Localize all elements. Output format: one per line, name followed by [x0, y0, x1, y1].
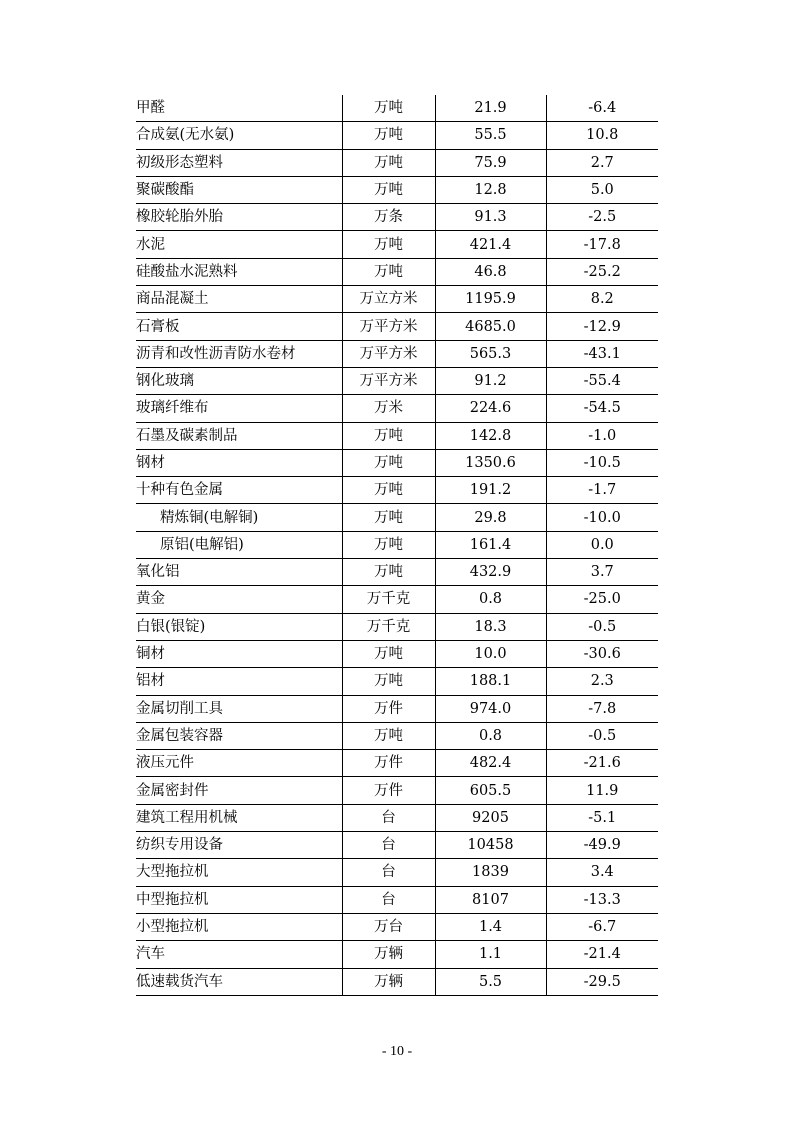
product-name-cell: 十种有色金属 — [136, 477, 342, 504]
value-cell: 55.5 — [435, 122, 546, 149]
value-cell: 565.3 — [435, 340, 546, 367]
change-cell: -25.2 — [546, 258, 658, 285]
product-name-cell: 氧化铝 — [136, 559, 342, 586]
change-cell: -6.7 — [546, 913, 658, 940]
value-cell: 188.1 — [435, 668, 546, 695]
value-cell: 1.1 — [435, 941, 546, 968]
product-name-cell: 精炼铜(电解铜) — [136, 504, 342, 531]
table-row — [136, 968, 658, 995]
change-cell: -13.3 — [546, 886, 658, 913]
product-name-cell: 汽车 — [136, 941, 342, 968]
value-cell: 0.8 — [435, 722, 546, 749]
change-cell: 5.0 — [546, 176, 658, 203]
table-row — [136, 750, 658, 777]
unit-cell: 万条 — [342, 204, 435, 231]
table-row — [136, 832, 658, 859]
value-cell: 482.4 — [435, 750, 546, 777]
unit-cell: 万平方米 — [342, 340, 435, 367]
product-name-cell: 硅酸盐水泥熟料 — [136, 258, 342, 285]
change-cell: -21.6 — [546, 750, 658, 777]
unit-cell: 万吨 — [342, 449, 435, 476]
change-cell: -6.4 — [546, 95, 658, 122]
change-cell: -54.5 — [546, 395, 658, 422]
table-row — [136, 640, 658, 667]
unit-cell: 万千克 — [342, 613, 435, 640]
unit-cell: 台 — [342, 804, 435, 831]
value-cell: 29.8 — [435, 504, 546, 531]
value-cell: 8107 — [435, 886, 546, 913]
table-row — [136, 95, 658, 122]
product-name-cell: 小型拖拉机 — [136, 913, 342, 940]
product-name-cell: 纺织专用设备 — [136, 832, 342, 859]
unit-cell: 台 — [342, 886, 435, 913]
unit-cell: 万米 — [342, 395, 435, 422]
value-cell: 161.4 — [435, 531, 546, 558]
product-name-cell: 铝材 — [136, 668, 342, 695]
table-row — [136, 286, 658, 313]
table-row — [136, 449, 658, 476]
value-cell: 224.6 — [435, 395, 546, 422]
table-row — [136, 395, 658, 422]
table-row — [136, 613, 658, 640]
value-cell: 1195.9 — [435, 286, 546, 313]
change-cell: -7.8 — [546, 695, 658, 722]
change-cell: -43.1 — [546, 340, 658, 367]
change-cell: 0.0 — [546, 531, 658, 558]
unit-cell: 万千克 — [342, 586, 435, 613]
product-name-cell: 大型拖拉机 — [136, 859, 342, 886]
change-cell: -17.8 — [546, 231, 658, 258]
unit-cell: 万平方米 — [342, 313, 435, 340]
table-row — [136, 231, 658, 258]
unit-cell: 万吨 — [342, 231, 435, 258]
value-cell: 1.4 — [435, 913, 546, 940]
value-cell: 0.8 — [435, 586, 546, 613]
table-row — [136, 504, 658, 531]
unit-cell: 万平方米 — [342, 367, 435, 394]
product-name-cell: 初级形态塑料 — [136, 149, 342, 176]
table-row — [136, 559, 658, 586]
table-row — [136, 886, 658, 913]
value-cell: 21.9 — [435, 95, 546, 122]
unit-cell: 万立方米 — [342, 286, 435, 313]
value-cell: 1839 — [435, 859, 546, 886]
change-cell: -1.7 — [546, 477, 658, 504]
value-cell: 10458 — [435, 832, 546, 859]
unit-cell: 万台 — [342, 913, 435, 940]
table-row — [136, 367, 658, 394]
unit-cell: 万吨 — [342, 531, 435, 558]
table-row — [136, 149, 658, 176]
table-row — [136, 176, 658, 203]
product-name-cell: 金属切削工具 — [136, 695, 342, 722]
product-name-cell: 沥青和改性沥青防水卷材 — [136, 340, 342, 367]
product-name-cell: 钢化玻璃 — [136, 367, 342, 394]
change-cell: -25.0 — [546, 586, 658, 613]
page-number: - 10 - — [381, 1044, 413, 1059]
table-row — [136, 695, 658, 722]
product-name-cell: 原铝(电解铝) — [136, 531, 342, 558]
unit-cell: 万吨 — [342, 422, 435, 449]
change-cell: 11.9 — [546, 777, 658, 804]
table-row — [136, 313, 658, 340]
change-cell: -29.5 — [546, 968, 658, 995]
unit-cell: 万吨 — [342, 95, 435, 122]
table-row — [136, 422, 658, 449]
change-cell: -2.5 — [546, 204, 658, 231]
unit-cell: 台 — [342, 832, 435, 859]
unit-cell: 万吨 — [342, 122, 435, 149]
value-cell: 9205 — [435, 804, 546, 831]
product-name-cell: 水泥 — [136, 231, 342, 258]
product-name-cell: 甲醛 — [136, 95, 342, 122]
unit-cell: 台 — [342, 859, 435, 886]
change-cell: -30.6 — [546, 640, 658, 667]
table-row — [136, 859, 658, 886]
product-name-cell: 石膏板 — [136, 313, 342, 340]
table-row — [136, 258, 658, 285]
value-cell: 91.2 — [435, 367, 546, 394]
product-name-cell: 聚碳酸酯 — [136, 176, 342, 203]
unit-cell: 万吨 — [342, 149, 435, 176]
product-name-cell: 建筑工程用机械 — [136, 804, 342, 831]
product-name-cell: 合成氨(无水氨) — [136, 122, 342, 149]
table-row — [136, 122, 658, 149]
unit-cell: 万吨 — [342, 668, 435, 695]
value-cell: 974.0 — [435, 695, 546, 722]
product-name-cell: 白银(银锭) — [136, 613, 342, 640]
product-name-cell: 钢材 — [136, 449, 342, 476]
product-name-cell: 商品混凝土 — [136, 286, 342, 313]
value-cell: 432.9 — [435, 559, 546, 586]
change-cell: 2.7 — [546, 149, 658, 176]
table-row — [136, 340, 658, 367]
value-cell: 12.8 — [435, 176, 546, 203]
unit-cell: 万辆 — [342, 968, 435, 995]
value-cell: 1350.6 — [435, 449, 546, 476]
value-cell: 18.3 — [435, 613, 546, 640]
table-row — [136, 913, 658, 940]
table-row — [136, 804, 658, 831]
unit-cell: 万吨 — [342, 258, 435, 285]
table-row — [136, 722, 658, 749]
unit-cell: 万吨 — [342, 559, 435, 586]
unit-cell: 万件 — [342, 695, 435, 722]
product-name-cell: 低速载货汽车 — [136, 968, 342, 995]
value-cell: 5.5 — [435, 968, 546, 995]
unit-cell: 万件 — [342, 777, 435, 804]
unit-cell: 万件 — [342, 750, 435, 777]
table-row — [136, 204, 658, 231]
value-cell: 10.0 — [435, 640, 546, 667]
change-cell: 3.7 — [546, 559, 658, 586]
value-cell: 142.8 — [435, 422, 546, 449]
change-cell: -5.1 — [546, 804, 658, 831]
product-name-cell: 液压元件 — [136, 750, 342, 777]
change-cell: -10.5 — [546, 449, 658, 476]
change-cell: -0.5 — [546, 722, 658, 749]
unit-cell: 万吨 — [342, 504, 435, 531]
change-cell: -49.9 — [546, 832, 658, 859]
change-cell: -55.4 — [546, 367, 658, 394]
value-cell: 75.9 — [435, 149, 546, 176]
change-cell: -10.0 — [546, 504, 658, 531]
unit-cell: 万吨 — [342, 176, 435, 203]
unit-cell: 万辆 — [342, 941, 435, 968]
table-row — [136, 941, 658, 968]
product-name-cell: 金属密封件 — [136, 777, 342, 804]
table-row — [136, 668, 658, 695]
change-cell: -12.9 — [546, 313, 658, 340]
change-cell: -1.0 — [546, 422, 658, 449]
value-cell: 605.5 — [435, 777, 546, 804]
product-name-cell: 黄金 — [136, 586, 342, 613]
change-cell: 10.8 — [546, 122, 658, 149]
table-row — [136, 531, 658, 558]
table-row — [136, 777, 658, 804]
product-name-cell: 金属包装容器 — [136, 722, 342, 749]
value-cell: 191.2 — [435, 477, 546, 504]
unit-cell: 万吨 — [342, 722, 435, 749]
change-cell: 2.3 — [546, 668, 658, 695]
product-name-cell: 铜材 — [136, 640, 342, 667]
change-cell: -21.4 — [546, 941, 658, 968]
value-cell: 91.3 — [435, 204, 546, 231]
table-row — [136, 477, 658, 504]
value-cell: 4685.0 — [435, 313, 546, 340]
product-name-cell: 中型拖拉机 — [136, 886, 342, 913]
product-output-table — [136, 95, 658, 996]
unit-cell: 万吨 — [342, 640, 435, 667]
table-body — [136, 95, 658, 995]
product-name-cell: 橡胶轮胎外胎 — [136, 204, 342, 231]
product-name-cell: 玻璃纤维布 — [136, 395, 342, 422]
change-cell: 8.2 — [546, 286, 658, 313]
table-row — [136, 586, 658, 613]
product-name-cell: 石墨及碳素制品 — [136, 422, 342, 449]
value-cell: 421.4 — [435, 231, 546, 258]
value-cell: 46.8 — [435, 258, 546, 285]
unit-cell: 万吨 — [342, 477, 435, 504]
change-cell: -0.5 — [546, 613, 658, 640]
change-cell: 3.4 — [546, 859, 658, 886]
